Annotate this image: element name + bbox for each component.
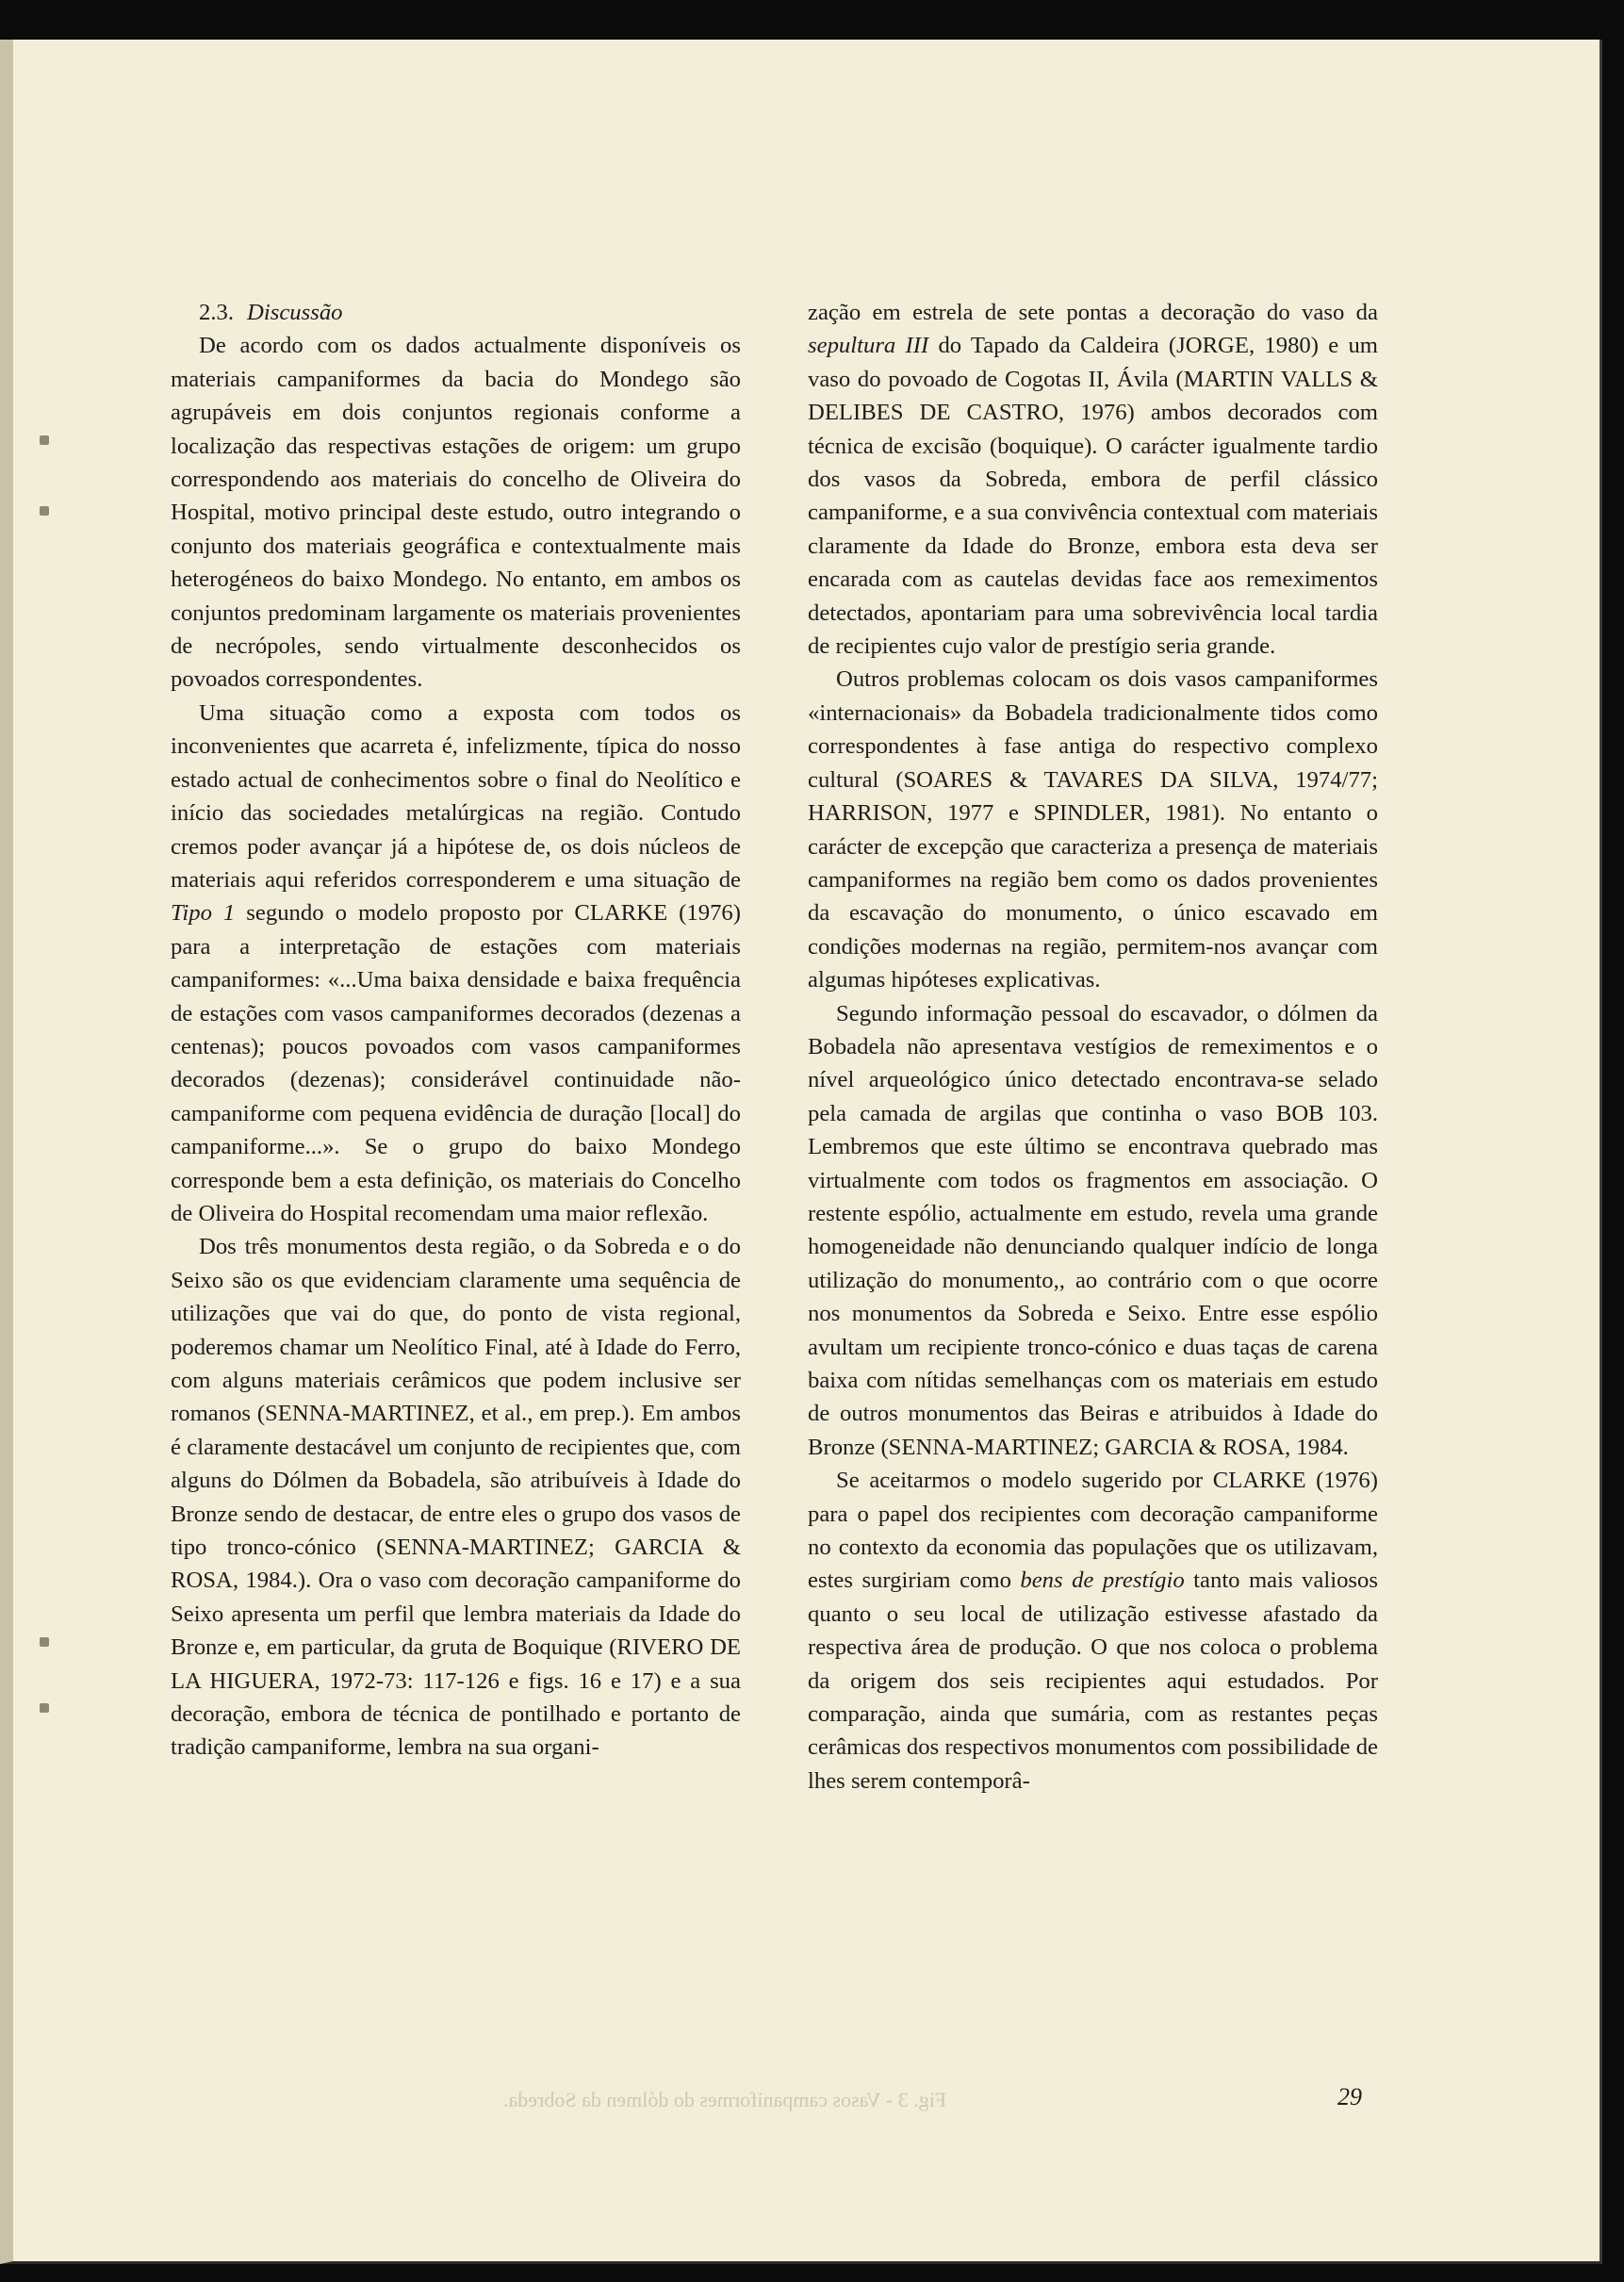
margin-mark [40, 1637, 49, 1647]
margin-mark [40, 1703, 49, 1713]
left-column [171, 296, 741, 1765]
section-title: Discussão [247, 300, 343, 325]
paragraph [808, 1464, 1378, 1798]
margin-mark [40, 506, 49, 516]
right-column [808, 296, 1378, 1798]
bleed-through-caption: Fig. 3 - Vasos campaniformes do dólmen da Sobreda. [503, 2088, 947, 2111]
paragraph-text: segundo o modelo proposto por CLARKE (1976) para a interpretação de estações com materiais campaniformes: «...Uma baixa densidade e baixa frequência de estações com vasos campaniformes decorados (dezenas a centenas); poucos povoados com vasos campaniformes decorados (dezenas); considerável continuidade não-campaniforme com pequena evidência de duração [local] do campaniforme...». Se o grupo do baixo Mondego corresponde bem a esta definição, os materiais do Concelho de Oliveira do Hospital recomendam uma maior reflexão. [171, 900, 741, 1226]
paragraph: Outros problemas colocam os dois vasos campaniformes «internacionais» da Bobadela tradicionalmente tidos como correspondentes à fase antiga do respectivo complexo cultural (SOARES & TAVARES DA SILVA, 1974/77; HARRISON, 1977 e SPINDLER, 1981). No entanto o carácter de excepção que caracteriza a presença de materiais campaniformes na região bem como os dados provenientes da escavação do monumento, o único escavado em condições modernas na região, permitem-nos avançar com algumas hipóteses explicativas. [808, 666, 1378, 993]
paragraph-text: Se aceitarmos o modelo sugerido por CLARKE (1976) para o papel dos recipientes com decoração campaniforme no contexto da economia das populações que os utilizavam, estes surgiriam como [808, 1468, 1378, 1594]
page [0, 40, 1602, 2264]
paragraph-text: Uma situação como a exposta com todos os inconvenientes que acarreta é, infelizmente, típica do nosso estado actual de conhecimentos sobre o final do Neolítico e início das sociedades metalúrgicas na região. Contudo cremos poder avançar já a hipótese de, os dois núcleos de materiais aqui referidos corresponderem e uma situação de [171, 699, 741, 893]
section-number: 2.3. [199, 300, 235, 325]
paragraph [808, 296, 1378, 663]
paragraph: De acordo com os dados actualmente disponíveis os materiais campaniformes da bacia do Mondego são agrupáveis em dois conjuntos regionais conforme a localização das respectivas estações de origem: um grupo correspondendo aos materiais do concelho de Oliveira do Hospital, motivo principal deste estudo, outro integrando o conjunto dos materiais geográfica e contextualmente mais heterogéneos do baixo Mondego. No entanto, em ambos os conjuntos predominam largamente os materiais provenientes de necrópoles, sendo virtualmente desconhecidos os povoados correspondentes. [171, 333, 741, 693]
paragraph: Segundo informação pessoal do escavador, o dólmen da Bobadela não apresentava vestígios de remeximentos e o nível arqueológico único detectado encontrava-se selado pela camada de argilas que continha o vaso BOB 103. Lembremos que este último se encontrava quebrado mas virtualmente com todos os fragmentos em associação. O restente espólio, actualmente em estudo, revela uma grande homogeneidade não denunciando qualquer indício de longa utilização do monumento,, ao contrário com o que ocorre nos monumentos da Sobreda e Seixo. Entre esse espólio avultam um recipiente tronco-cónico e duas taças de carena baixa com nítidas semelhanças com os materiais em estudo de outros monumentos das Beiras e atribuidos à Idade do Bronze (SENNA-MARTINEZ; GARCIA & ROSA, 1984. [808, 1000, 1378, 1460]
margin-mark [40, 435, 49, 445]
paragraph-text: do Tapado da Caldeira (JORGE, 1980) e um vaso do povoado de Cogotas II, Ávila (MARTIN VALLS & DELIBES DE CASTRO, 1976) ambos decorados com técnica de excisão (boquique). O carácter igualmente tardio dos vasos da Sobreda, embora de perfil clássico campaniforme, e a sua convivência contextual com materiais claramente da Idade do Bronze, embora esta deva ser encarada com as cautelas devidas face aos remeximentos detectados, apontariam para uma sobrevivência local tardia de recipientes cujo valor de prestígio seria grande. [808, 333, 1378, 660]
italic-term: bens de prestígio [1020, 1568, 1185, 1594]
italic-term: sepultura III [808, 333, 929, 359]
paragraph-text: zação em estrela de sete pontas a decoração do vaso da [808, 300, 1378, 325]
paragraph: Dos três monumentos desta região, o da Sobreda e o do Seixo são os que evidenciam claramente uma sequência de utilizações que vai do que, do ponto de vista regional, poderemos chamar um Neolítico Final, até à Idade do Ferro, com alguns materiais cerâmicos que podem inclusive ser romanos (SENNA-MARTINEZ, et al., em prep.). Em ambos é claramente destacável um conjunto de recipientes que, com alguns do Dólmen da Bobadela, são atribuíveis à Idade do Bronze sendo de destacar, de entre eles o grupo dos vasos de tipo tronco-cónico (SENNA-MARTINEZ; GARCIA & ROSA, 1984.). Ora o vaso com decoração campaniforme do Seixo apresenta um perfil que lembra materiais da Idade do Bronze e, em particular, da gruta de Boquique (RIVERO DE LA HIGUERA, 1972-73: 117-126 e figs. 16 e 17) e a sua decoração, embora de técnica de pontilhado e portanto de tradição campaniforme, lembra na sua organi- [171, 1234, 741, 1761]
tipo-italic: Tipo 1 [171, 900, 236, 927]
paragraph-text: tanto mais valiosos quanto o seu local de utilização estivesse afastado da respectiva área de produção. O que nos coloca o problema da origem dos seis recipientes aqui estudados. Por comparação, ainda que sumária, com as restantes peças cerâmicas dos respectivos monumentos com possibilidade de lhes serem contemporâ- [808, 1568, 1378, 1794]
section-heading [171, 296, 741, 329]
page-number: 29 [1337, 2083, 1362, 2110]
paragraph [171, 697, 741, 1231]
